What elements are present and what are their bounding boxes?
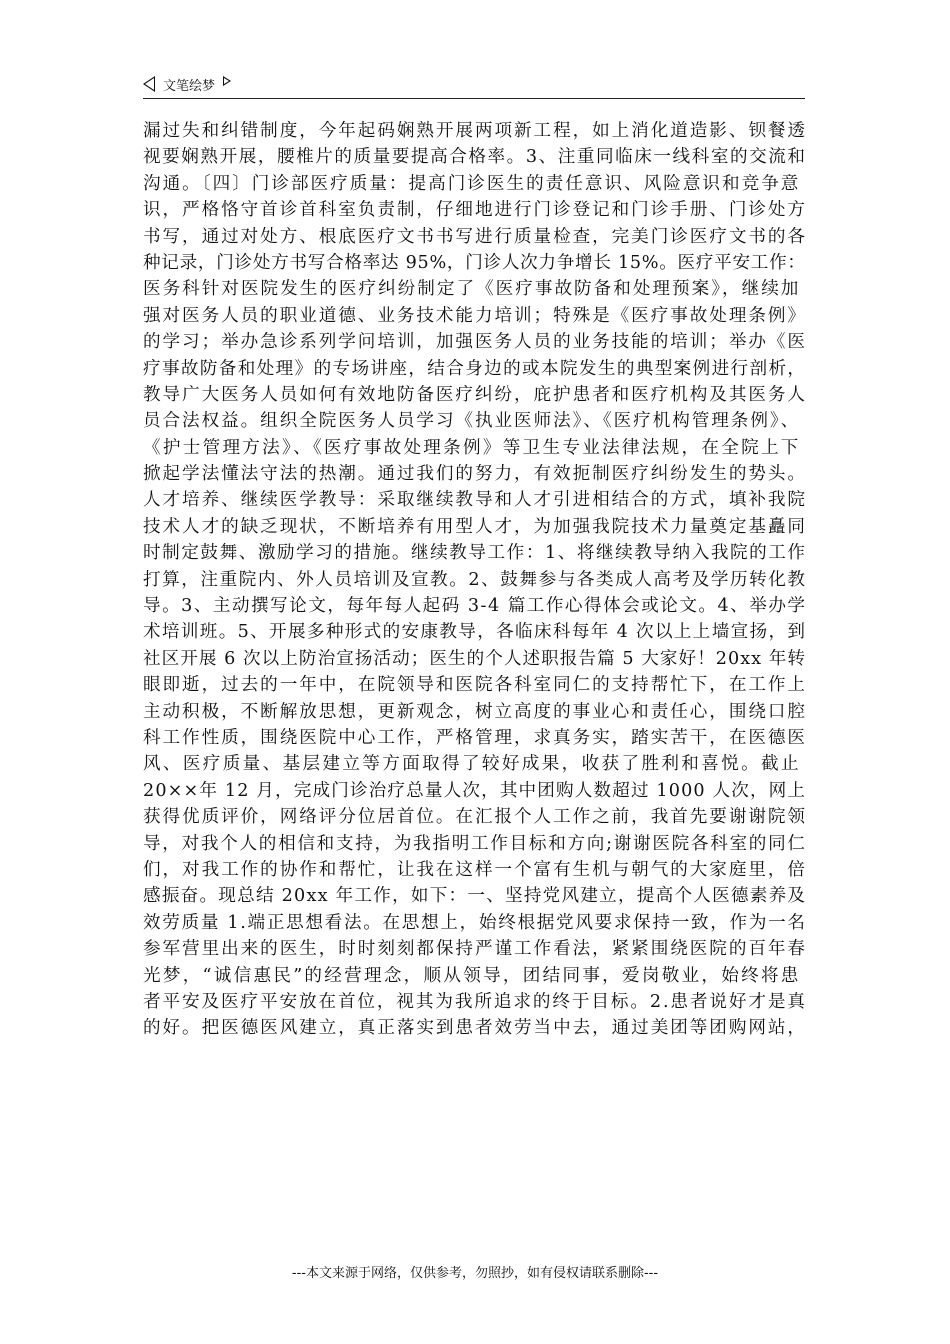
footer-disclaimer: ---本文来源于网络，仅供参考，勿照抄，如有侵权请联系删除--- xyxy=(291,1266,659,1281)
body-text-line: 的学习；举办急诊系列学问培训，加强医务人员的业务技能的培训；举办《医 xyxy=(143,332,807,353)
body-text-line: 强对医务人员的职业道德、业务技术能力培训；特殊是《医疗事故处理条例》 xyxy=(143,305,807,326)
body-text-line: 主动积极，不断解放思想，更新观念，树立高度的事业心和责任心，围绕口腔 xyxy=(143,701,807,722)
body-text-line: 技术人才的缺乏现状，不断培养有用型人才，为加强我院技术力量奠定基矗同 xyxy=(143,516,807,537)
body-text-line: 识，严格恪守首诊首科室负责制，仔细地进行门诊登记和门诊手册、门诊处方 xyxy=(143,200,807,221)
left-triangle-icon xyxy=(143,76,155,92)
body-text-line: 眼即逝，过去的一年中，在院领导和医院各科室同仁的支持帮忙下，在工作上 xyxy=(143,675,807,696)
body-text-line: 导，对我个人的相信和支持，为我指明工作目标和方向;谢谢医院各科室的同仁 xyxy=(143,833,807,854)
body-text-line: 参军营里出来的医生，时时刻刻都保持严谨工作看法，紧紧围绕医院的百年春 xyxy=(143,939,807,960)
body-text-line: 打算，注重院内、外人员培训及宣教。2、鼓舞参与各类成人高考及学历转化教 xyxy=(143,569,807,590)
body-text-line: 20××年 12 月，完成门诊治疗总量人次，其中团购人数超过 1000 人次，网上 xyxy=(143,780,807,801)
body-text-line: 者平安及医疗平安放在首位，视其为我所追求的终于目标。2.患者说好才是真 xyxy=(143,991,807,1012)
body-text-line: 《护士管理方法》、《医疗事故处理条例》等卫生专业法律法规，在全院上下 xyxy=(143,437,801,458)
body-text-line: 医务科针对医院发生的医疗纠纷制定了《医疗事故防备和处理预案》，继续加 xyxy=(143,279,801,300)
body-text-line: 书写，通过对处方、根底医疗文书书写进行质量检查，完美门诊医疗文书的各 xyxy=(143,226,807,247)
body-text-line: 导。3、主动撰写论文，每年每人起码 3-4 篇工作心得体会或论文。4、举办学 xyxy=(143,596,807,617)
body-text-line: 人才培养、继续医学教导：采取继续教导和人才引进相结合的方式，填补我院 xyxy=(143,490,807,511)
body-text-line: 们，对我工作的协作和帮忙，让我在这样一个富有生机与朝气的大家庭里，倍 xyxy=(143,859,807,880)
body-text-line: 获得优质评价，网络评分位居首位。在汇报个人工作之前，我首先要谢谢院领 xyxy=(143,807,807,828)
body-text-line: 掀起学法懂法守法的热潮。通过我们的努力，有效扼制医疗纠纷发生的势头。 xyxy=(143,464,807,485)
body-text-line: 沟通。〔四〕门诊部医疗质量：提高门诊医生的责任意识、风险意识和竞争意 xyxy=(143,173,801,194)
body-text-line: 光梦，“诚信惠民”的经营理念，顺从领导，团结同事，爱岗敬业，始终将患 xyxy=(143,965,801,986)
body-text-line: 视要娴熟开展，腰椎片的质量要提高合格率。3、注重同临床一线科室的交流和 xyxy=(143,147,807,168)
body-text-line: 风、医疗质量、基层建立等方面取得了较好成果，收获了胜利和喜悦。截止 xyxy=(143,754,801,775)
right-triangle-icon xyxy=(223,76,231,86)
body-text-line: 术培训班。5、开展多种形式的安康教导，各临床科每年 4 次以上上墙宣扬，到 xyxy=(143,622,807,643)
body-text-line: 效劳质量 1.端正思想看法。在思想上，始终根据党风要求保持一致，作为一名 xyxy=(143,912,807,933)
logo-text: 文笔绘梦 xyxy=(163,78,216,94)
document-body xyxy=(143,118,805,1042)
body-text-line: 时制定鼓舞、激励学习的措施。继续教导工作：1、将继续教导纳入我院的工作 xyxy=(143,543,807,564)
page-header xyxy=(143,72,805,99)
body-text-line: 员合法权益。组织全院医务人员学习《执业医师法》、《医疗机构管理条例》、 xyxy=(143,411,801,432)
header-logo xyxy=(143,74,231,94)
body-text-line: 的好。把医德医风建立，真正落实到患者效劳当中去，通过美团等团购网站， xyxy=(143,1018,807,1039)
body-text-line: 社区开展 6 次以上防治宣扬活动；医生的个人述职报告篇 5 大家好！20xx 年转 xyxy=(143,648,807,669)
body-text-line: 疗事故防备和处理》的专场讲座，结合身边的或本院发生的典型案例进行剖析， xyxy=(143,358,807,379)
body-text-line: 教导广大医务人员如何有效地防备医疗纠纷，庇护患者和医疗机构及其医务人 xyxy=(143,384,807,405)
body-text-line: 种记录，门诊处方书写合格率达 95%，门诊人次力争增长 15%。医疗平安工作： xyxy=(143,252,806,273)
body-text-line: 科工作性质，围绕医院中心工作，严格管理，求真务实，踏实苦干，在医德医 xyxy=(143,727,807,748)
body-text-line: 漏过失和纠错制度，今年起码娴熟开展两项新工程，如上消化道造影、钡餐透 xyxy=(143,121,807,141)
body-text-line: 感振奋。现总结 20xx 年工作，如下：一、坚持党风建立，提高个人医德素养及 xyxy=(143,886,807,907)
